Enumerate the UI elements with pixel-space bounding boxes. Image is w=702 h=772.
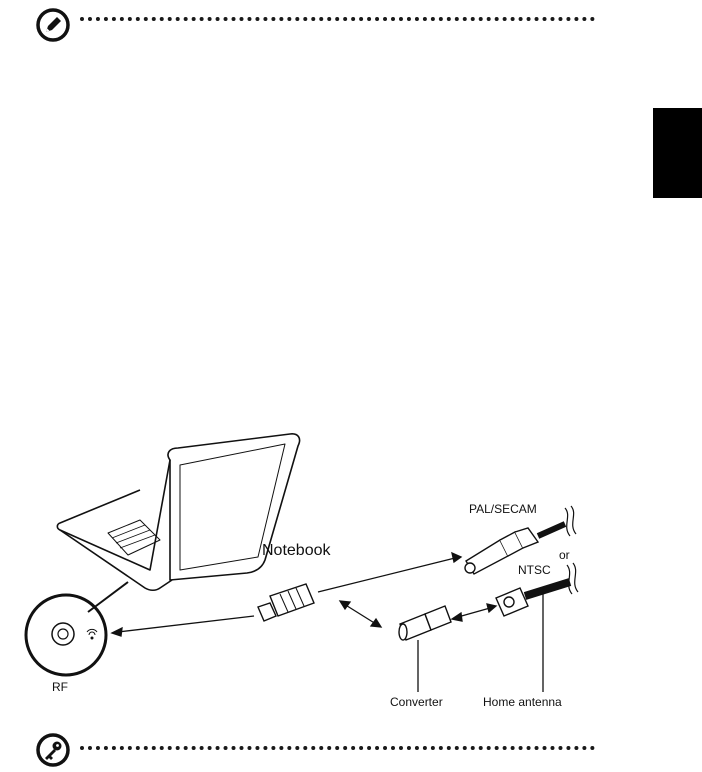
ntsc-label: NTSC xyxy=(518,563,551,577)
converter-label: Converter xyxy=(390,695,443,709)
note-pencil-icon xyxy=(36,8,70,42)
pal-secam-label: PAL/SECAM xyxy=(469,502,537,516)
figure-drawing xyxy=(0,420,702,720)
note-divider-top xyxy=(80,17,595,21)
antenna-connection-figure xyxy=(0,420,702,720)
wireless-icon xyxy=(87,629,97,635)
home-antenna-label: Home antenna xyxy=(483,695,562,709)
chapter-side-tab xyxy=(653,108,702,198)
rf-port-zoom xyxy=(26,595,106,675)
break-mark-top xyxy=(565,506,576,536)
note-key-icon xyxy=(36,733,70,767)
notebook-keyboard xyxy=(108,520,160,555)
note-divider-bottom xyxy=(80,746,595,750)
break-mark-bottom xyxy=(567,563,578,594)
or-label: or xyxy=(559,548,570,562)
rf-jack xyxy=(52,623,74,645)
notebook-base xyxy=(57,460,170,570)
rf-label: RF xyxy=(52,680,68,694)
notebook-label: Notebook xyxy=(262,542,331,559)
